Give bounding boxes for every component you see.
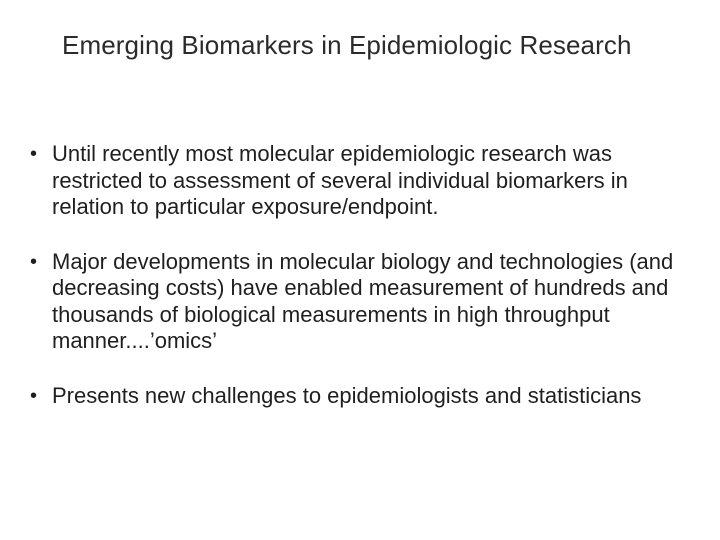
bullet-text: Presents new challenges to epidemiologists and statisticians (52, 382, 642, 408)
bullet-icon: • (30, 143, 38, 165)
bullet-text: Major developments in molecular biology and technologies (and decreasing costs) have enabled measurement of hundreds and thousands of biological measurements in high throughput manner....’omics’ (52, 248, 674, 353)
bullet-list (30, 141, 700, 409)
slide-title: Emerging Biomarkers in Epidemiologic Research (62, 30, 632, 60)
bullet-item (30, 141, 700, 221)
bullet-icon: • (30, 250, 38, 273)
bullet-item (30, 383, 700, 410)
bullet-text: Until recently most molecular epidemiologic research was restricted to assessment of several individual biomarkers in relation to particular exposure/endpoint. (52, 141, 628, 219)
bullet-item (30, 249, 700, 355)
bullet-icon: • (30, 384, 38, 407)
